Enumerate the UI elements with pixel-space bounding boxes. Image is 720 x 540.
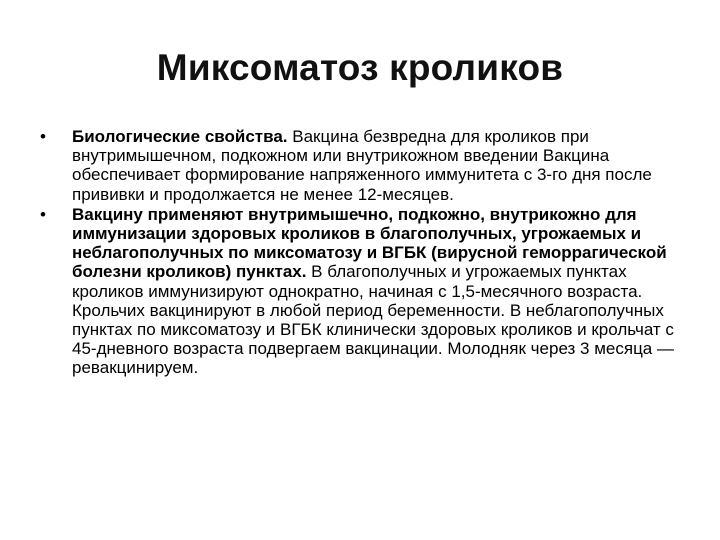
bullet-heading: Вакцину применяют внутримышечно, подкожно, внутрикожно для иммунизации здоровых кроликов в благополучных, угрожаемых и неблагополучных по миксоматозу и ВГБК (вирусной геморрагической болезни кроликов) пунктах. [72,204,667,282]
bullet-item-biological-properties [38,127,698,204]
bullet-text: Вакцина безвредна для кроликов при внутримышечном, подкожном или внутрикожном введении Вакцина обеспечивает формирование напряженного иммунитета с 3-го дня после прививки и продолжается не менее 12-месяцев. [72,127,652,204]
bullet-list [38,127,698,379]
bullet-heading: Биологические свойства. [72,127,288,146]
slide-title: Миксоматоз кроликов [156,47,564,88]
bullet-marker: • [40,204,46,224]
bullet-marker: • [40,127,46,146]
bullet-item-vaccine-application [38,205,698,378]
bullet-text: В благополучных и угрожаемых пунктах кроликов иммунизируют однократно, начиная с 1,5-месячного возраста. Крольчих вакцинируют в любой период беременности. В неблагополучных пунктах по миксоматозу и ВГБК клинически здоровых кроликов и крольчат с 45-дневного возраста подвергаем вакцинации. Молодняк через 3 месяца — ревакцинируем. [72,262,674,378]
